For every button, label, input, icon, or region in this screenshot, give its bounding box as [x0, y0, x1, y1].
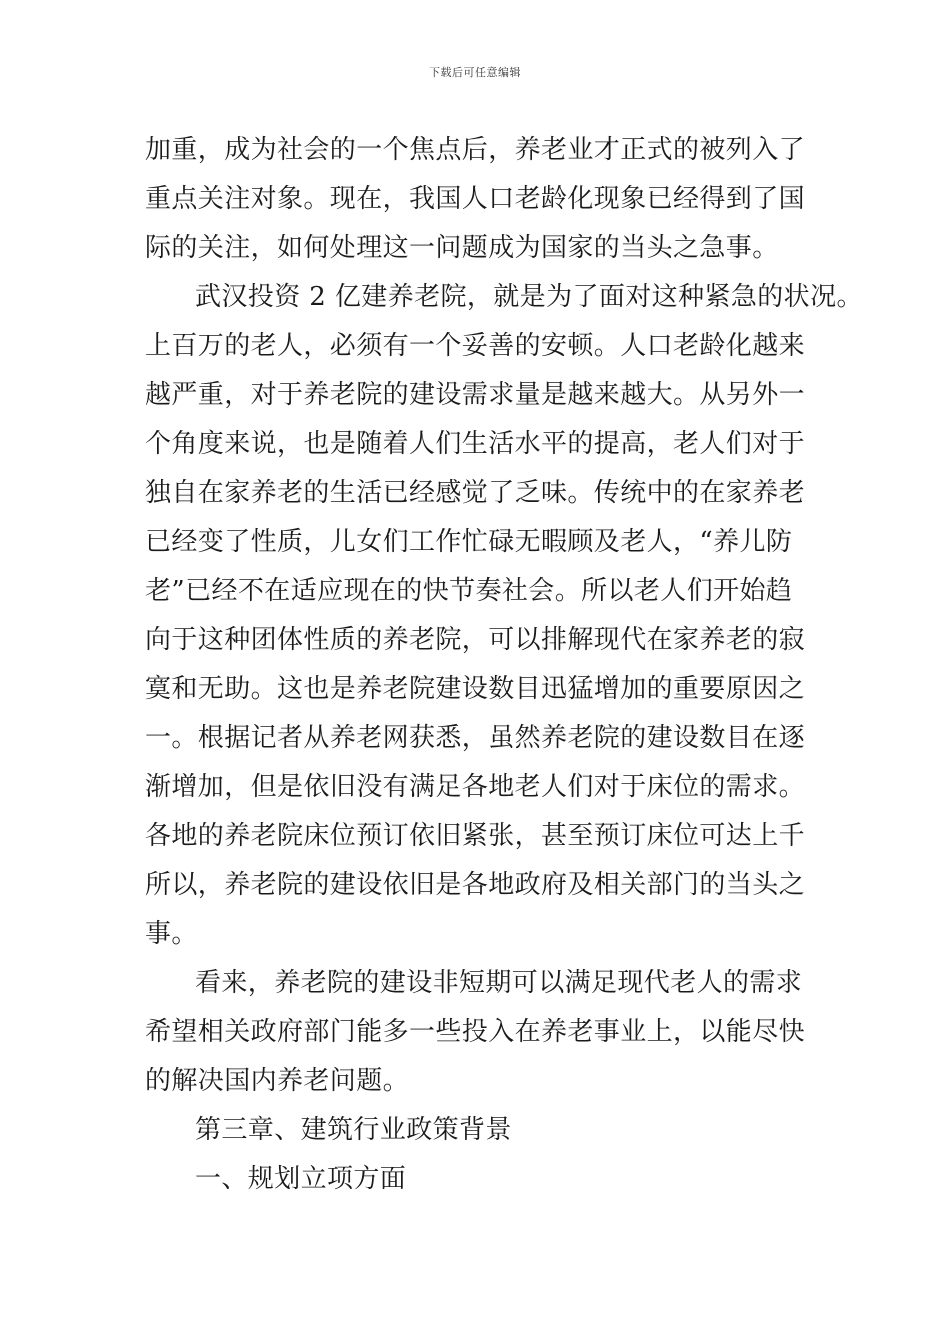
text-line: 独自在家养老的生活已经感觉了乏味。传统中的在家养老 — [145, 478, 806, 508]
text-line: 重点关注对象。现在，我国人口老龄化现象已经得到了国 — [145, 184, 806, 214]
text-line: 希望相关政府部门能多一些投入在养老事业上，以能尽快 — [145, 1017, 806, 1047]
page-header: 下载后可任意编辑 — [429, 66, 521, 79]
text-line: 老”已经不在适应现在的快节奏社会。所以老人们开始趋 — [145, 576, 793, 606]
body-text — [145, 126, 863, 1204]
paragraph — [145, 273, 863, 959]
text-line: 个角度来说，也是随着人们生活水平的提高，老人们对于 — [145, 429, 806, 459]
heading-line: 一、规划立项方面 — [195, 1164, 407, 1194]
text-line: 的解决国内养老问题。 — [145, 1066, 410, 1096]
text-line: 武汉投资 2 亿建养老院，就是为了面对这种紧急的状况。 — [195, 282, 863, 312]
section-heading — [145, 1155, 813, 1204]
paragraph — [145, 126, 813, 273]
paragraph — [145, 959, 813, 1106]
heading-line: 第三章、建筑行业政策背景 — [195, 1115, 512, 1145]
text-line: 际的关注，如何处理这一问题成为国家的当头之急事。 — [145, 233, 779, 263]
chapter-heading — [145, 1106, 813, 1155]
text-line: 所以，养老院的建设依旧是各地政府及相关部门的当头之 — [145, 870, 806, 900]
text-line: 上百万的老人，必须有一个妥善的安顿。人口老龄化越来 — [145, 331, 806, 361]
text-line: 越严重，对于养老院的建设需求量是越来越大。从另外一 — [145, 380, 806, 410]
text-line: 加重，成为社会的一个焦点后，养老业才正式的被列入了 — [145, 135, 806, 165]
text-line: 事。 — [145, 919, 198, 949]
text-line: 渐增加，但是依旧没有满足各地老人们对于床位的需求。 — [145, 772, 806, 802]
text-line: 向于这种团体性质的养老院，可以排解现代在家养老的寂 — [145, 625, 806, 655]
text-line: 看来，养老院的建设非短期可以满足现代老人的需求 — [195, 968, 803, 998]
text-line: 已经变了性质，儿女们工作忙碌无暇顾及老人，“养儿防 — [145, 527, 793, 557]
text-line: 各地的养老院床位预订依旧紧张，甚至预订床位可达上千 — [145, 821, 806, 851]
text-line: 一。根据记者从养老网获悉，虽然养老院的建设数目在逐 — [145, 723, 806, 753]
text-line: 寞和无助。这也是养老院建设数目迅猛增加的重要原因之 — [145, 674, 806, 704]
